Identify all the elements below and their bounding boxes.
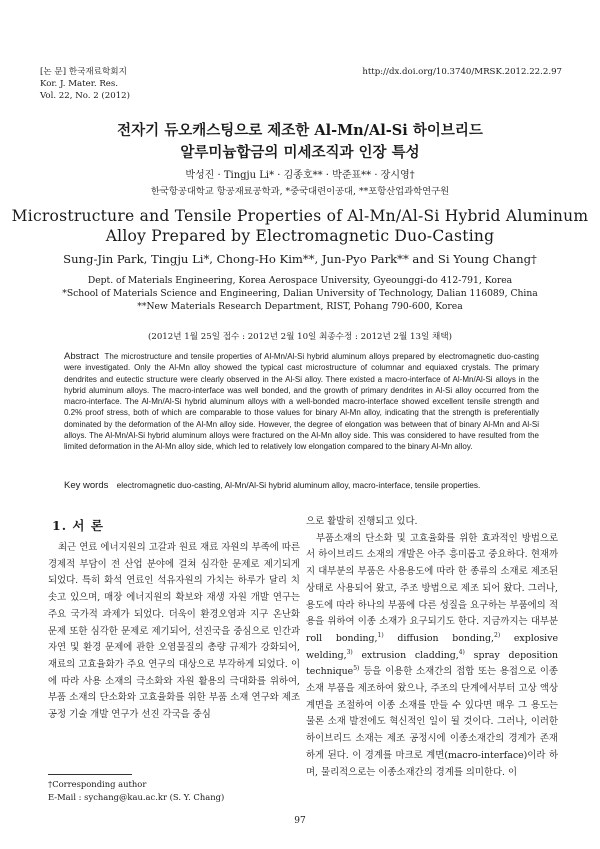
received-dates: (2012년 1월 25일 접수 : 2012년 2월 10일 최종수정 : 2012년 2월 13일 채택) [148, 332, 452, 342]
corresponding-author-email[interactable]: E-Mail : sychang@kau.ac.kr (S. Y. Chang) [48, 791, 225, 802]
journal-name-en: Kor. J. Mater. Res. [40, 79, 119, 89]
intro-paragraph-1-continued: 으로 활발히 진행되고 있다. [306, 516, 418, 527]
citation-ref-5[interactable]: 5) [353, 665, 360, 673]
footnote [48, 778, 224, 803]
authors-en: Sung-Jin Park, Tingju Li*, Chong-Ho Kim**, Jun-Pyo Park** and Si Young Chang† [63, 252, 537, 266]
title-kr-line2: 알루미늄합금의 미세조직과 인장 특성 [180, 144, 420, 161]
para2-text-a: 부품소재의 단소화 및 고효율화를 위한 효과적인 방법으로서 하이브리드 소재의 개발은 아주 흥미롭고 중요하다. 현재까지 대부분의 부품은 사용용도에 따라 한 종류의 소재로 제조된 상태로 사용되어 왔고, 주조 방법으로 제조 되어 왔다. 그러나, 용도에 따라 하나의 부품에 다른 성질을 요구하는 부품에의 적용을 위하여 이종 소재가 요구되기도 한다. 지금까지는 대부분 roll bonding, [306, 532, 558, 644]
affiliation-en-1: Dept. of Materials Engineering, Korea Aerospace University, Gyeounggi-do 412-791, Korea [87, 275, 513, 286]
affiliation-kr: 한국항공대학교 항공재료공학과, *중국대련이공대, **포항산업과학연구원 [150, 186, 450, 197]
affiliation-en-2: *School of Materials Science and Engineering, Dalian University of Technology, Dalian 116089, China [62, 288, 538, 299]
title-en-line1: Microstructure and Tensile Properties of Al-Mn/Al-Si Hybrid Aluminum [11, 207, 589, 225]
footnote-divider [48, 774, 132, 775]
body-column-right [306, 514, 558, 781]
section-heading-introduction: 1. 서 론 [52, 518, 104, 533]
para2-text-f: 등을 이용한 소재간의 접합 또는 용접으로 이종 소재 부품을 제조하여 왔으나, 주조의 단계에서부터 고상 액상 계면을 조절하여 이종 소재를 만들 수 있다면 매우 그 용도는 물론 소재 발전에도 혁신적인 일이 될 것이다. 그러나, 이러한 하이브리드 소재는 제조 공정시에 이종소재간의 경계가 존재하게 된다. 이 경계를 마크로 계면(macro-interface)이라 하며, 물리적으로는 이종소재간의 경계를 의미한다. 이 [306, 666, 558, 778]
affiliation-en-3: **New Materials Research Department, RIST, Pohang 790-600, Korea [137, 301, 463, 312]
intro-paragraph-1: 최근 연료 에너지원의 고갈과 원료 재료 자원의 부족에 따른 경제적 부담이 전 산업 분야에 걸쳐 심각한 문제로 제기되게 되었다. 특히 화석 연료인 석유자원의 가치는 하루가 달리 치솟고 있으며, 매장 에너지원의 확보와 재생 자원 개발 연구는 주요 국가적 과제가 되었다. 더욱이 환경오염과 지구 온난화 문제 또한 심각한 문제로 제기되어, 선진국을 중심으로 인간과 자연 및 환경 문제에 관한 오염물질의 총량 규제가 강화되어, 재료의 고효율화가 주요 연구의 대상으로 부각하게 되었다. 이에 따라 사용 소재의 극소화와 자원 활용의 극대화를 위하여, 부품 소재의 단소화와 고효율화를 위한 부품 소재 연구와 제조 공정 기술 개발 연구가 선진 각국을 중심 [48, 542, 300, 721]
para2-text-e: spray deposition technique [306, 649, 558, 678]
citation-ref-3[interactable]: 3) [346, 648, 353, 656]
journal-volume: Vol. 22, No. 2 (2012) [40, 91, 130, 101]
abstract-text: The microstructure and tensile properties of Al-Mn/Al-Si hybrid aluminum alloys prepared by electromagnetic duo-casting were investigated. Only the Al-Mn alloy showed the typical cast microstructure of columnar and equiaxed crystals. The primary dendrites and eutectic structure were clearly observed in the Al-Si alloy. There existed a macro-interface of Al-Mn/Al-Si alloys in the hybrid aluminum alloys. The macro-interface was well bonded, and the growth of primary dendrites in Al-Si alloy occurred from the macro-interface. The Al-Mn/Al-Si hybrid aluminum alloys with a well-bonded macro-interface showed excellent tensile strength and 0.2% proof stress, both of which are comparable to those values for binary Al-Mn alloy, indicating that the strength is preferentially dominated by the deformation of the Al-Mn alloy side. However, the degree of elongation was between that of binary Al-Mn and Al-Si alloys. The Al-Mn/Al-Si hybrid aluminum alloys were fractured on the Al-Mn alloy side. This was considered to have resulted from the limited deformation in the Al-Mn alloy side, which led to relatively low elongation compared to the binary Al-Mn alloy. [64, 352, 539, 452]
abstract [64, 351, 539, 453]
para2-text-d: extrusion cladding, [352, 649, 459, 661]
page-number: 97 [294, 816, 306, 826]
citation-ref-4[interactable]: 4) [458, 648, 465, 656]
para2-text-b: diffusion bonding, [383, 632, 494, 644]
body-column-left [48, 540, 300, 724]
keywords-text: electromagnetic duo-casting, Al-Mn/Al-Si hybrid aluminum alloy, macro-interface, tensile properties. [116, 480, 481, 490]
keywords-label: Key words [64, 480, 109, 491]
citation-ref-2[interactable]: 2) [494, 631, 501, 639]
journal-name-kr: [논 문] 한국재료학회지 [40, 67, 127, 77]
keywords [64, 480, 539, 491]
para2-text-c: explosive welding, [306, 632, 558, 661]
citation-ref-1[interactable]: 1) [377, 631, 384, 639]
journal-header [40, 66, 130, 102]
intro-paragraph-2 [306, 531, 558, 782]
title-kr-line1: 전자기 듀오캐스팅으로 제조한 Al-Mn/Al-Si 하이브리드 [117, 122, 483, 139]
abstract-label: Abstract [64, 351, 99, 362]
corresponding-author-note: †Corresponding author [48, 779, 147, 789]
authors-kr: 박성진 · Tingju Li* · 김종호** · 박준표** · 장시영† [185, 170, 415, 181]
doi-link[interactable]: http://dx.doi.org/10.3740/MRSK.2012.22.2.97 [362, 67, 562, 77]
title-en-line2: Alloy Prepared by Electromagnetic Duo-Casting [105, 227, 495, 245]
